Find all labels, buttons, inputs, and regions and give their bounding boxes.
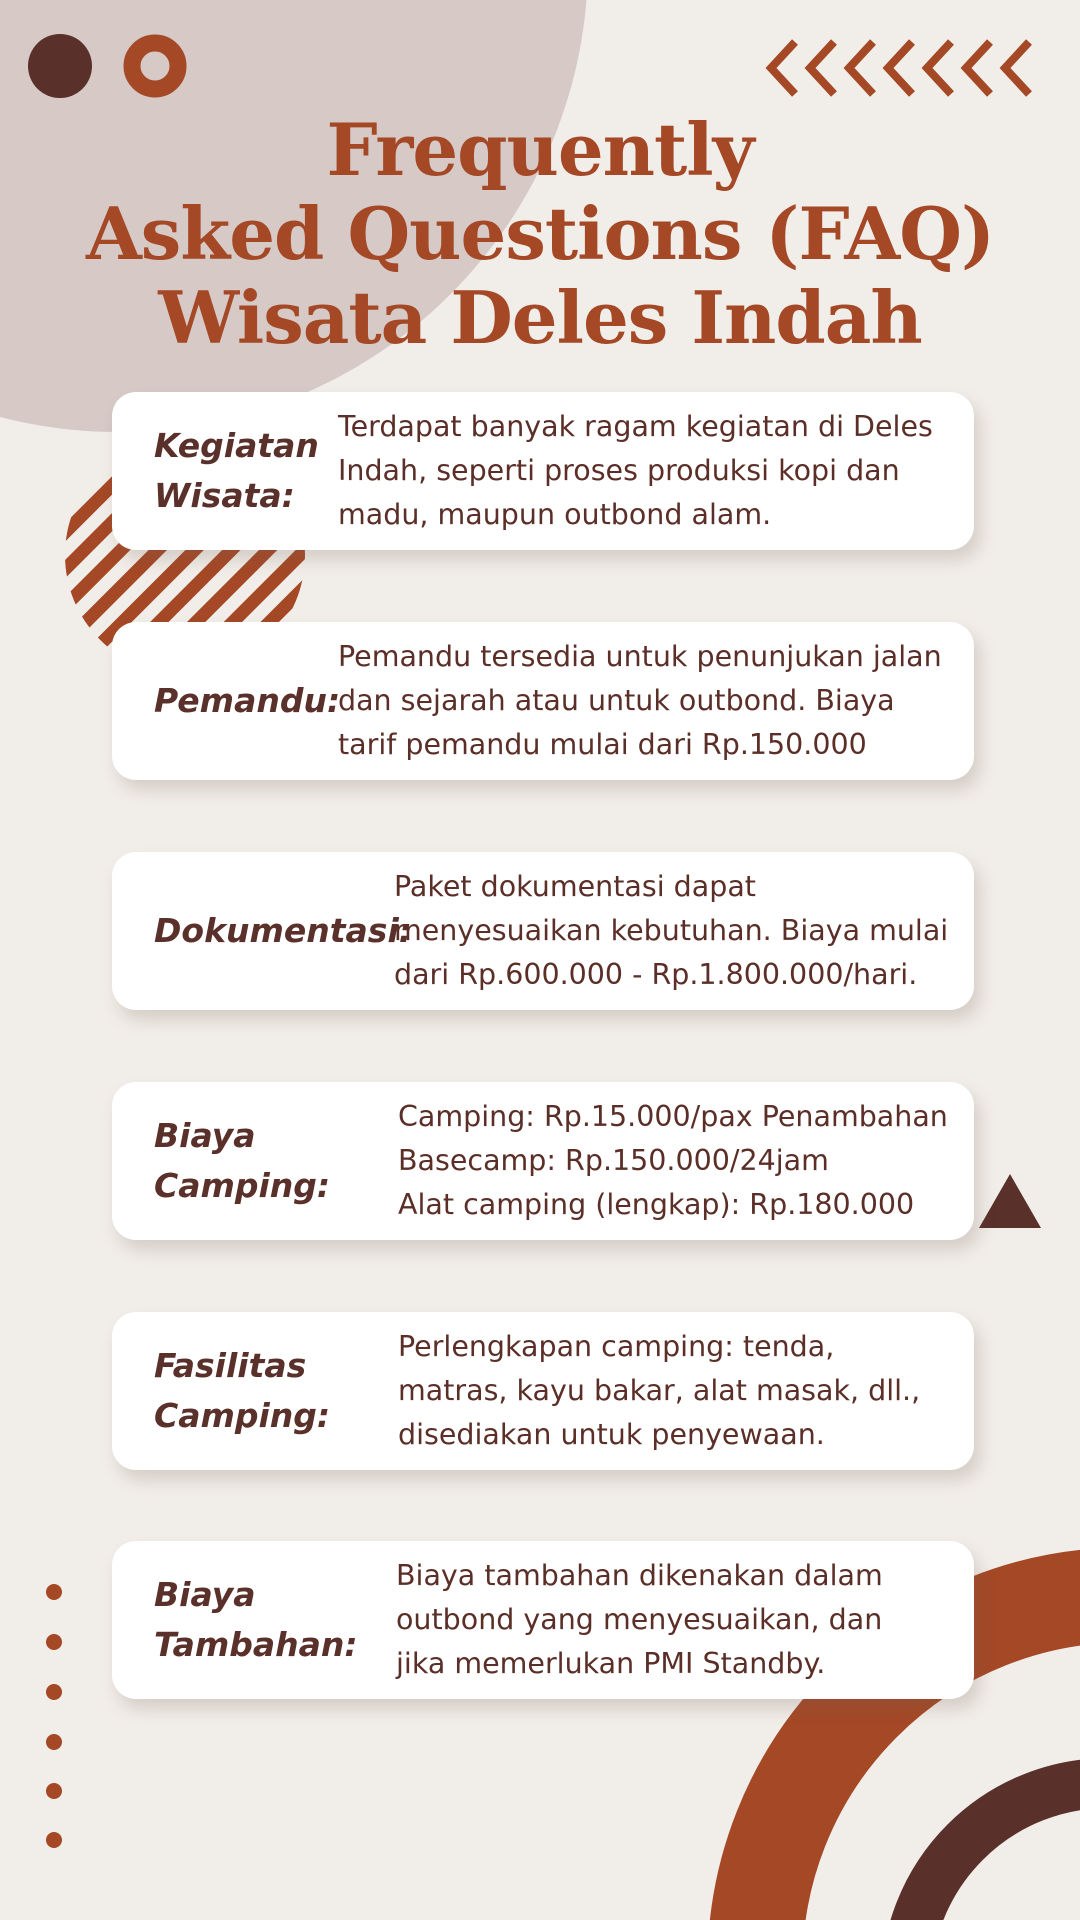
page-title	[0, 108, 1080, 360]
small-arc-shape	[906, 1783, 1080, 1920]
title-line-2: Asked Questions (FAQ)	[85, 191, 995, 276]
title-line-1: Frequently	[326, 107, 754, 192]
faq-card-dokumentasi	[112, 852, 974, 1010]
faq-label: Biaya Camping:	[154, 1116, 331, 1205]
faq-card-biaya-tambahan	[112, 1541, 974, 1699]
faq-answer: Perlengkapan camping: tenda, matras, kayu bakar, alat masak, dll., disediakan untuk penyewaan.	[398, 1330, 921, 1451]
faq-label: Pemandu:	[154, 681, 341, 720]
faq-label: Kegiatan Wisata:	[154, 426, 319, 515]
faq-card-pemandu	[112, 622, 974, 780]
faq-answer: Pemandu tersedia untuk penunjukan jalan dan sejarah atau untuk outbond. Biaya tarif pemandu mulai dari Rp.150.000	[338, 640, 942, 761]
dots-column-shape	[46, 1584, 62, 1848]
dark-dot-shape	[28, 34, 92, 98]
chevrons-icon	[771, 42, 1029, 94]
faq-card-kegiatan-wisata	[112, 392, 974, 550]
triangle-shape	[979, 1174, 1041, 1228]
faq-answer: Terdapat banyak ragam kegiatan di Deles Indah, seperti proses produksi kopi dan madu, maupun outbond alam.	[338, 410, 933, 531]
title-line-3: Wisata Deles Indah	[158, 275, 922, 360]
faq-label: Biaya Tambahan:	[154, 1575, 358, 1664]
faq-answer: Biaya tambahan dikenakan dalam outbond yang menyesuaikan, dan jika memerlukan PMI Standby.	[396, 1559, 883, 1680]
faq-label: Dokumentasi:	[154, 911, 412, 950]
faq-card-biaya-camping	[112, 1082, 974, 1240]
faq-answer: Camping: Rp.15.000/pax Penambahan Basecamp: Rp.150.000/24jam Alat camping (lengkap): Rp.180.000	[398, 1100, 948, 1221]
faq-answer: Paket dokumentasi dapat menyesuaikan kebutuhan. Biaya mulai dari Rp.600.000 - Rp.1.800.000/hari.	[394, 870, 949, 991]
faq-label: Fasilitas Camping:	[154, 1346, 331, 1435]
faq-card-fasilitas-camping	[112, 1312, 974, 1470]
